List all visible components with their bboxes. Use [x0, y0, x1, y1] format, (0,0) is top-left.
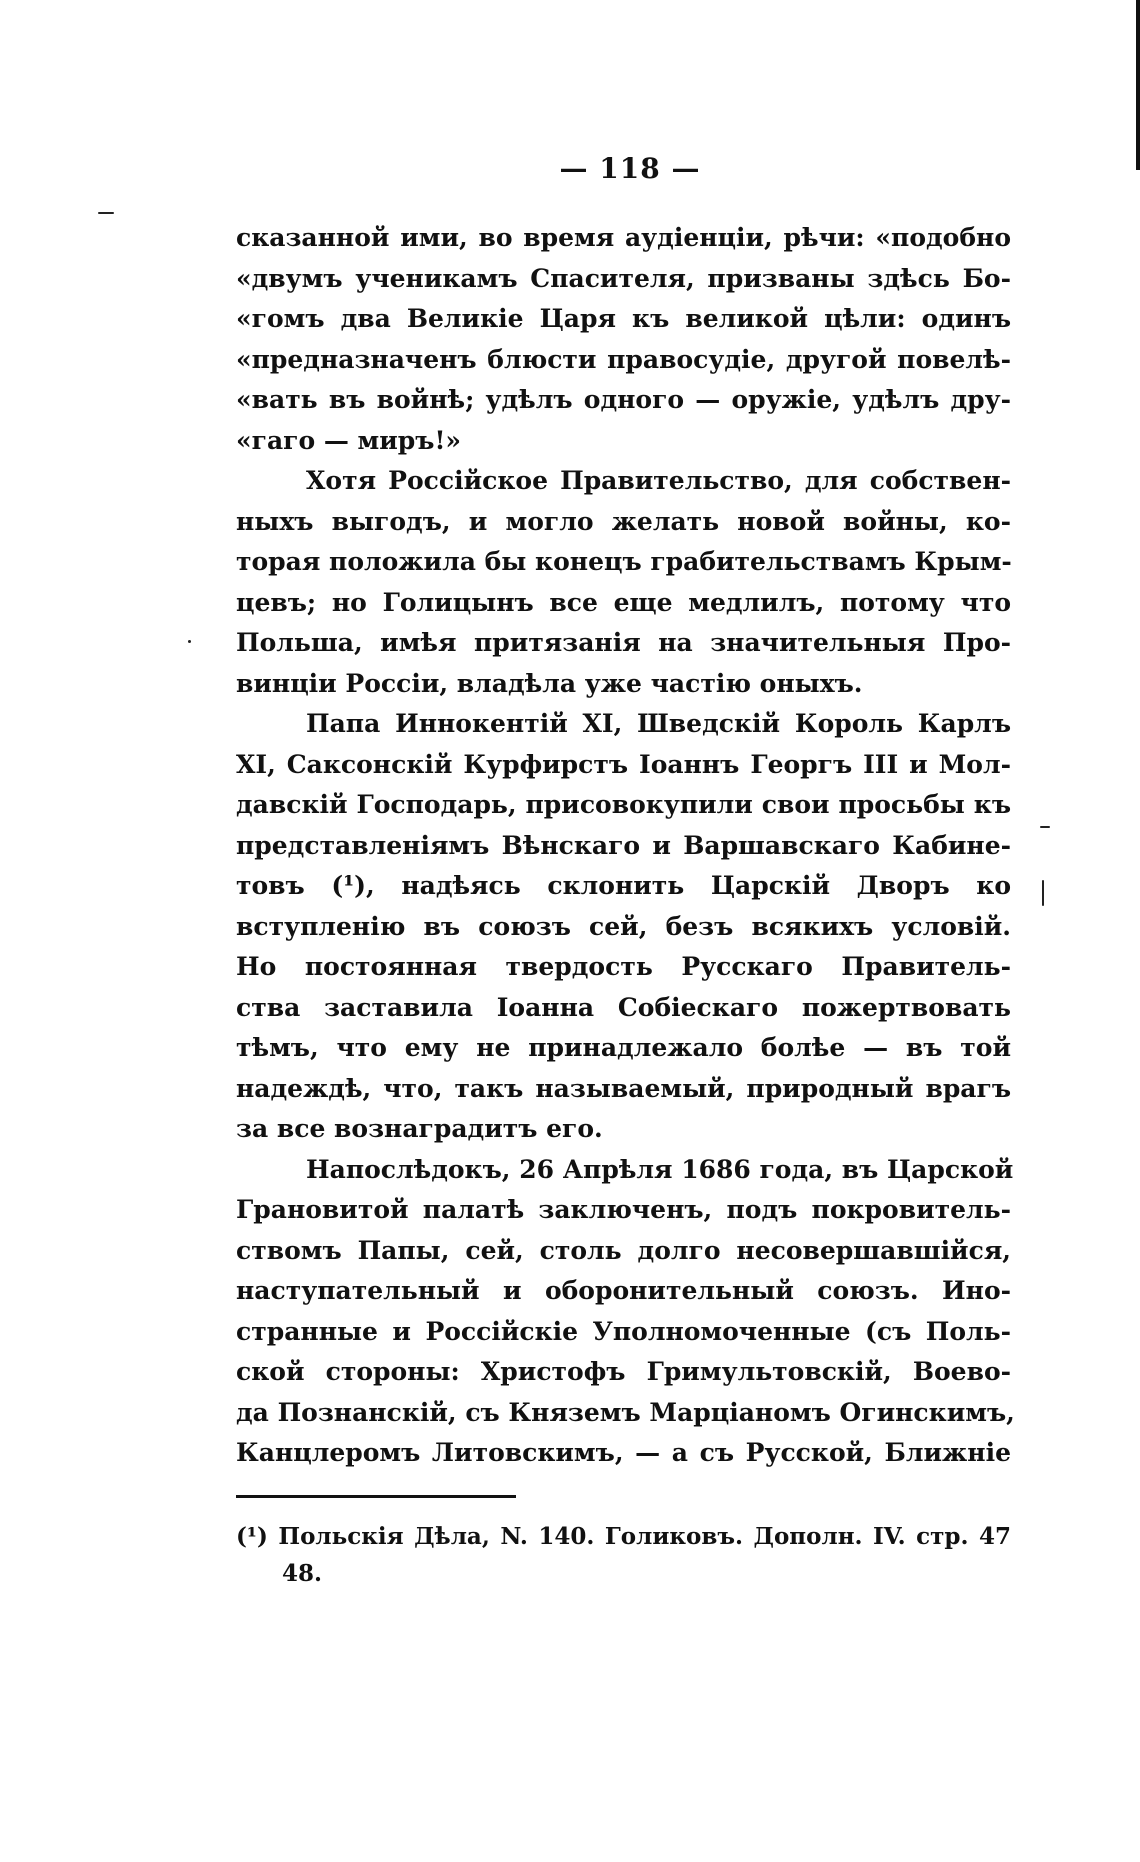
text-line: Грановитой палатѣ заключенъ, подъ покровитель-: [236, 1195, 1011, 1224]
margin-bracket-mark: [1042, 880, 1044, 906]
margin-dot-mark: [188, 640, 191, 643]
text-line: за все вознаградитъ его.: [236, 1114, 603, 1143]
footnote-divider: [236, 1495, 516, 1498]
text-line: цевъ; но Голицынъ все еще медлилъ, потому что: [236, 587, 1011, 617]
text-line: представленіямъ Вѣнскаго и Варшавскаго Кабине-: [236, 830, 1011, 860]
page-edge-mark: [1136, 0, 1140, 170]
text-line: «гаго — миръ!»: [236, 425, 462, 455]
text-line: сказанной ими, во время аудіенціи, рѣчи: «подобно: [236, 223, 1011, 252]
text-line: давскій Господарь, присовокупили свои просьбы къ: [236, 790, 1011, 819]
paragraph-start-line: Папа Иннокентій XI, Шведскій Король Карлъ: [306, 709, 1011, 738]
text-line: странные и Россійскіе Уполномоченные (съ Поль-: [236, 1316, 1011, 1346]
text-line: надеждѣ, что, такъ называемый, природный врагъ: [236, 1073, 1011, 1103]
text-line: тѣмъ, что ему не принадлежало болѣе — въ той: [236, 1033, 1011, 1062]
text-line: ныхъ выгодъ, и могло желать новой войны, ко-: [236, 506, 1011, 536]
text-line: ской стороны: Христофъ Гримультовскій, Воево-: [236, 1357, 1011, 1386]
paragraph-start-line: Хотя Россійское Правительство, для собствен-: [306, 466, 1011, 495]
footnote: [236, 1518, 1011, 1592]
text-line: товъ (¹), надѣясь склонить Царскій Дворъ ко: [236, 871, 1011, 900]
footnote-line: 48.: [282, 1560, 323, 1587]
text-line: торая положила бы конецъ грабительствамъ Крым-: [236, 547, 1012, 576]
body-text: [236, 218, 1015, 1474]
page-number: — 118 —: [559, 152, 701, 185]
text-line: вступленію въ союзъ сей, безъ всякихъ условій.: [236, 911, 1011, 941]
text-line: винціи Россіи, владѣла уже частію оныхъ.: [236, 668, 863, 698]
text-line: ства заставила Іоанна Собіескаго пожертвовать: [236, 992, 1011, 1022]
text-line: Но постоянная твердость Русскаго Правитель-: [236, 952, 1011, 981]
text-line: «двумъ ученикамъ Спасителя, призваны здѣсь Бо-: [236, 263, 1011, 293]
text-line: Польша, имѣя притязанія на значительныя Про-: [236, 628, 1011, 657]
paragraph-start-line: Напослѣдокъ, 26 Апрѣля 1686 года, въ Царской: [306, 1154, 1014, 1184]
text-line: «вать въ войнѣ; удѣлъ одного — оружіе, удѣлъ дру-: [236, 385, 1011, 414]
footnote-line: (¹) Польскія Дѣла, N. 140. Голиковъ. Дополн. IV. стр. 47: [236, 1523, 1011, 1550]
text-line: ствомъ Папы, сей, столь долго несовершавшійся,: [236, 1235, 1011, 1265]
text-line: «предназначенъ блюсти правосудіе, другой повелѣ-: [236, 344, 1011, 374]
text-line: Канцлеромъ Литовскимъ, — а съ Русской, Ближніе: [236, 1438, 1011, 1467]
text-line: XI, Саксонскій Курфирстъ Іоаннъ Георгъ III и Мол-: [236, 749, 1011, 779]
margin-tick-mark: [1040, 826, 1050, 828]
text-line: да Познанскій, съ Княземъ Марціаномъ Огинскимъ,: [236, 1397, 1015, 1427]
text-line: «гомъ два Великіе Царя къ великой цѣли: одинъ: [236, 304, 1011, 333]
margin-dash-mark: [98, 212, 114, 214]
text-line: наступательный и оборонительный союзъ. Ино-: [236, 1276, 1011, 1305]
